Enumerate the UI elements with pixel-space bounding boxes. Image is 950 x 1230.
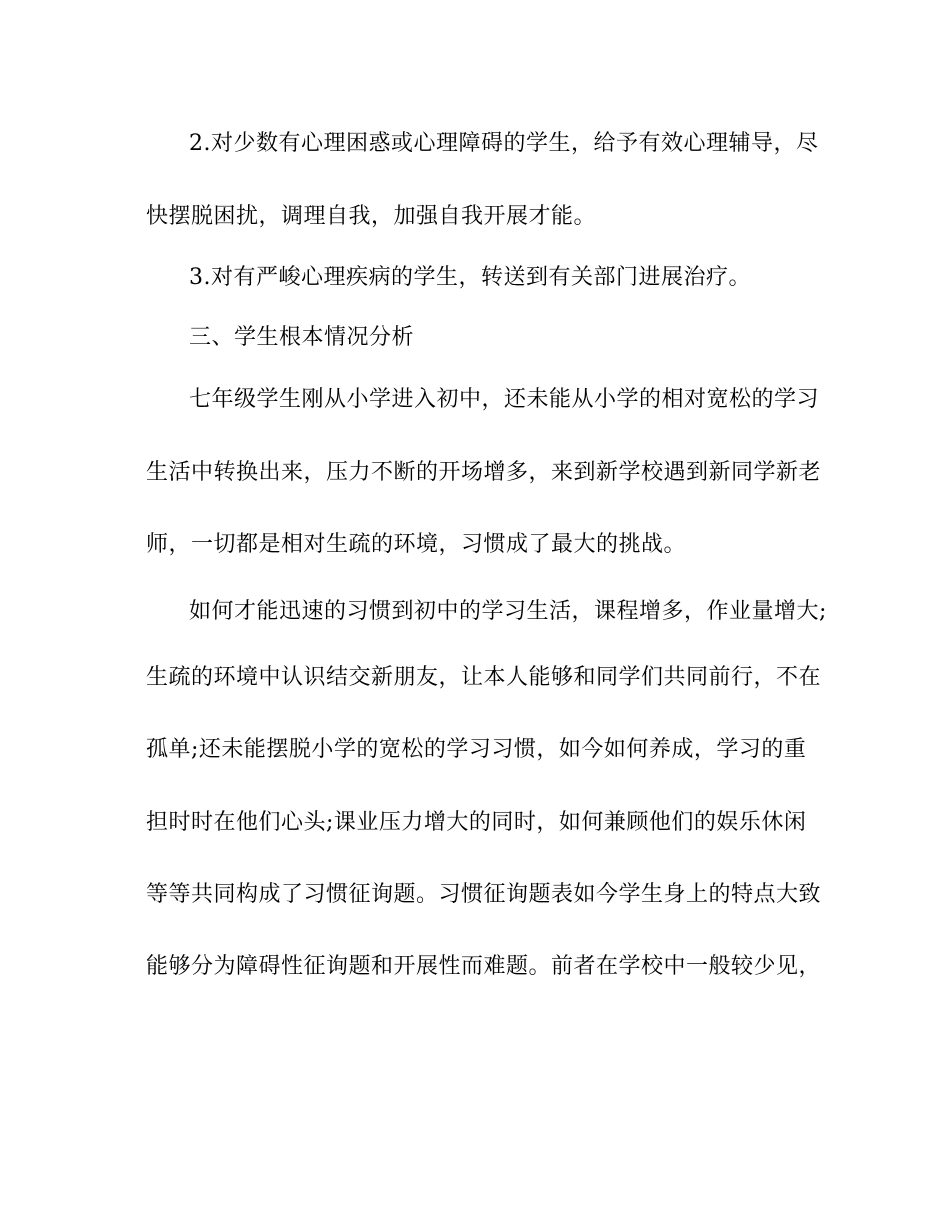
paragraph-line: 2.对少数有心理困惑或心理障碍的学生，给予有效心理辅导，尽	[189, 131, 819, 156]
paragraph-line: 孤单;还未能摆脱小学的宽松的学习习惯，如今如何养成，学习的重	[146, 737, 807, 762]
paragraph-line: 3.对有严峻心理疾病的学生，转送到有关部门进展治疗。	[189, 265, 751, 290]
paragraph-line: 师，一切都是相对生疏的环境，习惯成了最大的挑战。	[146, 532, 687, 557]
paragraph-line: 生活中转换出来，压力不断的开场增多，来到新学校遇到新同学新老	[146, 460, 822, 485]
paragraph-line: 能够分为障碍性征询题和开展性而难题。前者在学校中一般较少见，	[146, 954, 822, 979]
paragraph-line: 快摆脱困扰，调理自我，加强自我开展才能。	[146, 204, 597, 229]
section-heading: 三、学生根本情况分析	[189, 325, 415, 350]
paragraph-line: 如何才能迅速的习惯到初中的学习生活，课程增多，作业量增大;	[189, 599, 827, 624]
paragraph-line: 担时时在他们心头;课业压力增大的同时，如何兼顾他们的娱乐休闲	[146, 810, 807, 835]
paragraph-line: 等等共同构成了习惯征询题。习惯征询题表如今学生身上的特点大致	[146, 882, 822, 907]
paragraph-line: 生疏的环境中认识结交新朋友，让本人能够和同学们共同前行，不在	[146, 665, 822, 690]
paragraph-line: 七年级学生刚从小学进入初中，还未能从小学的相对宽松的学习	[189, 387, 820, 412]
